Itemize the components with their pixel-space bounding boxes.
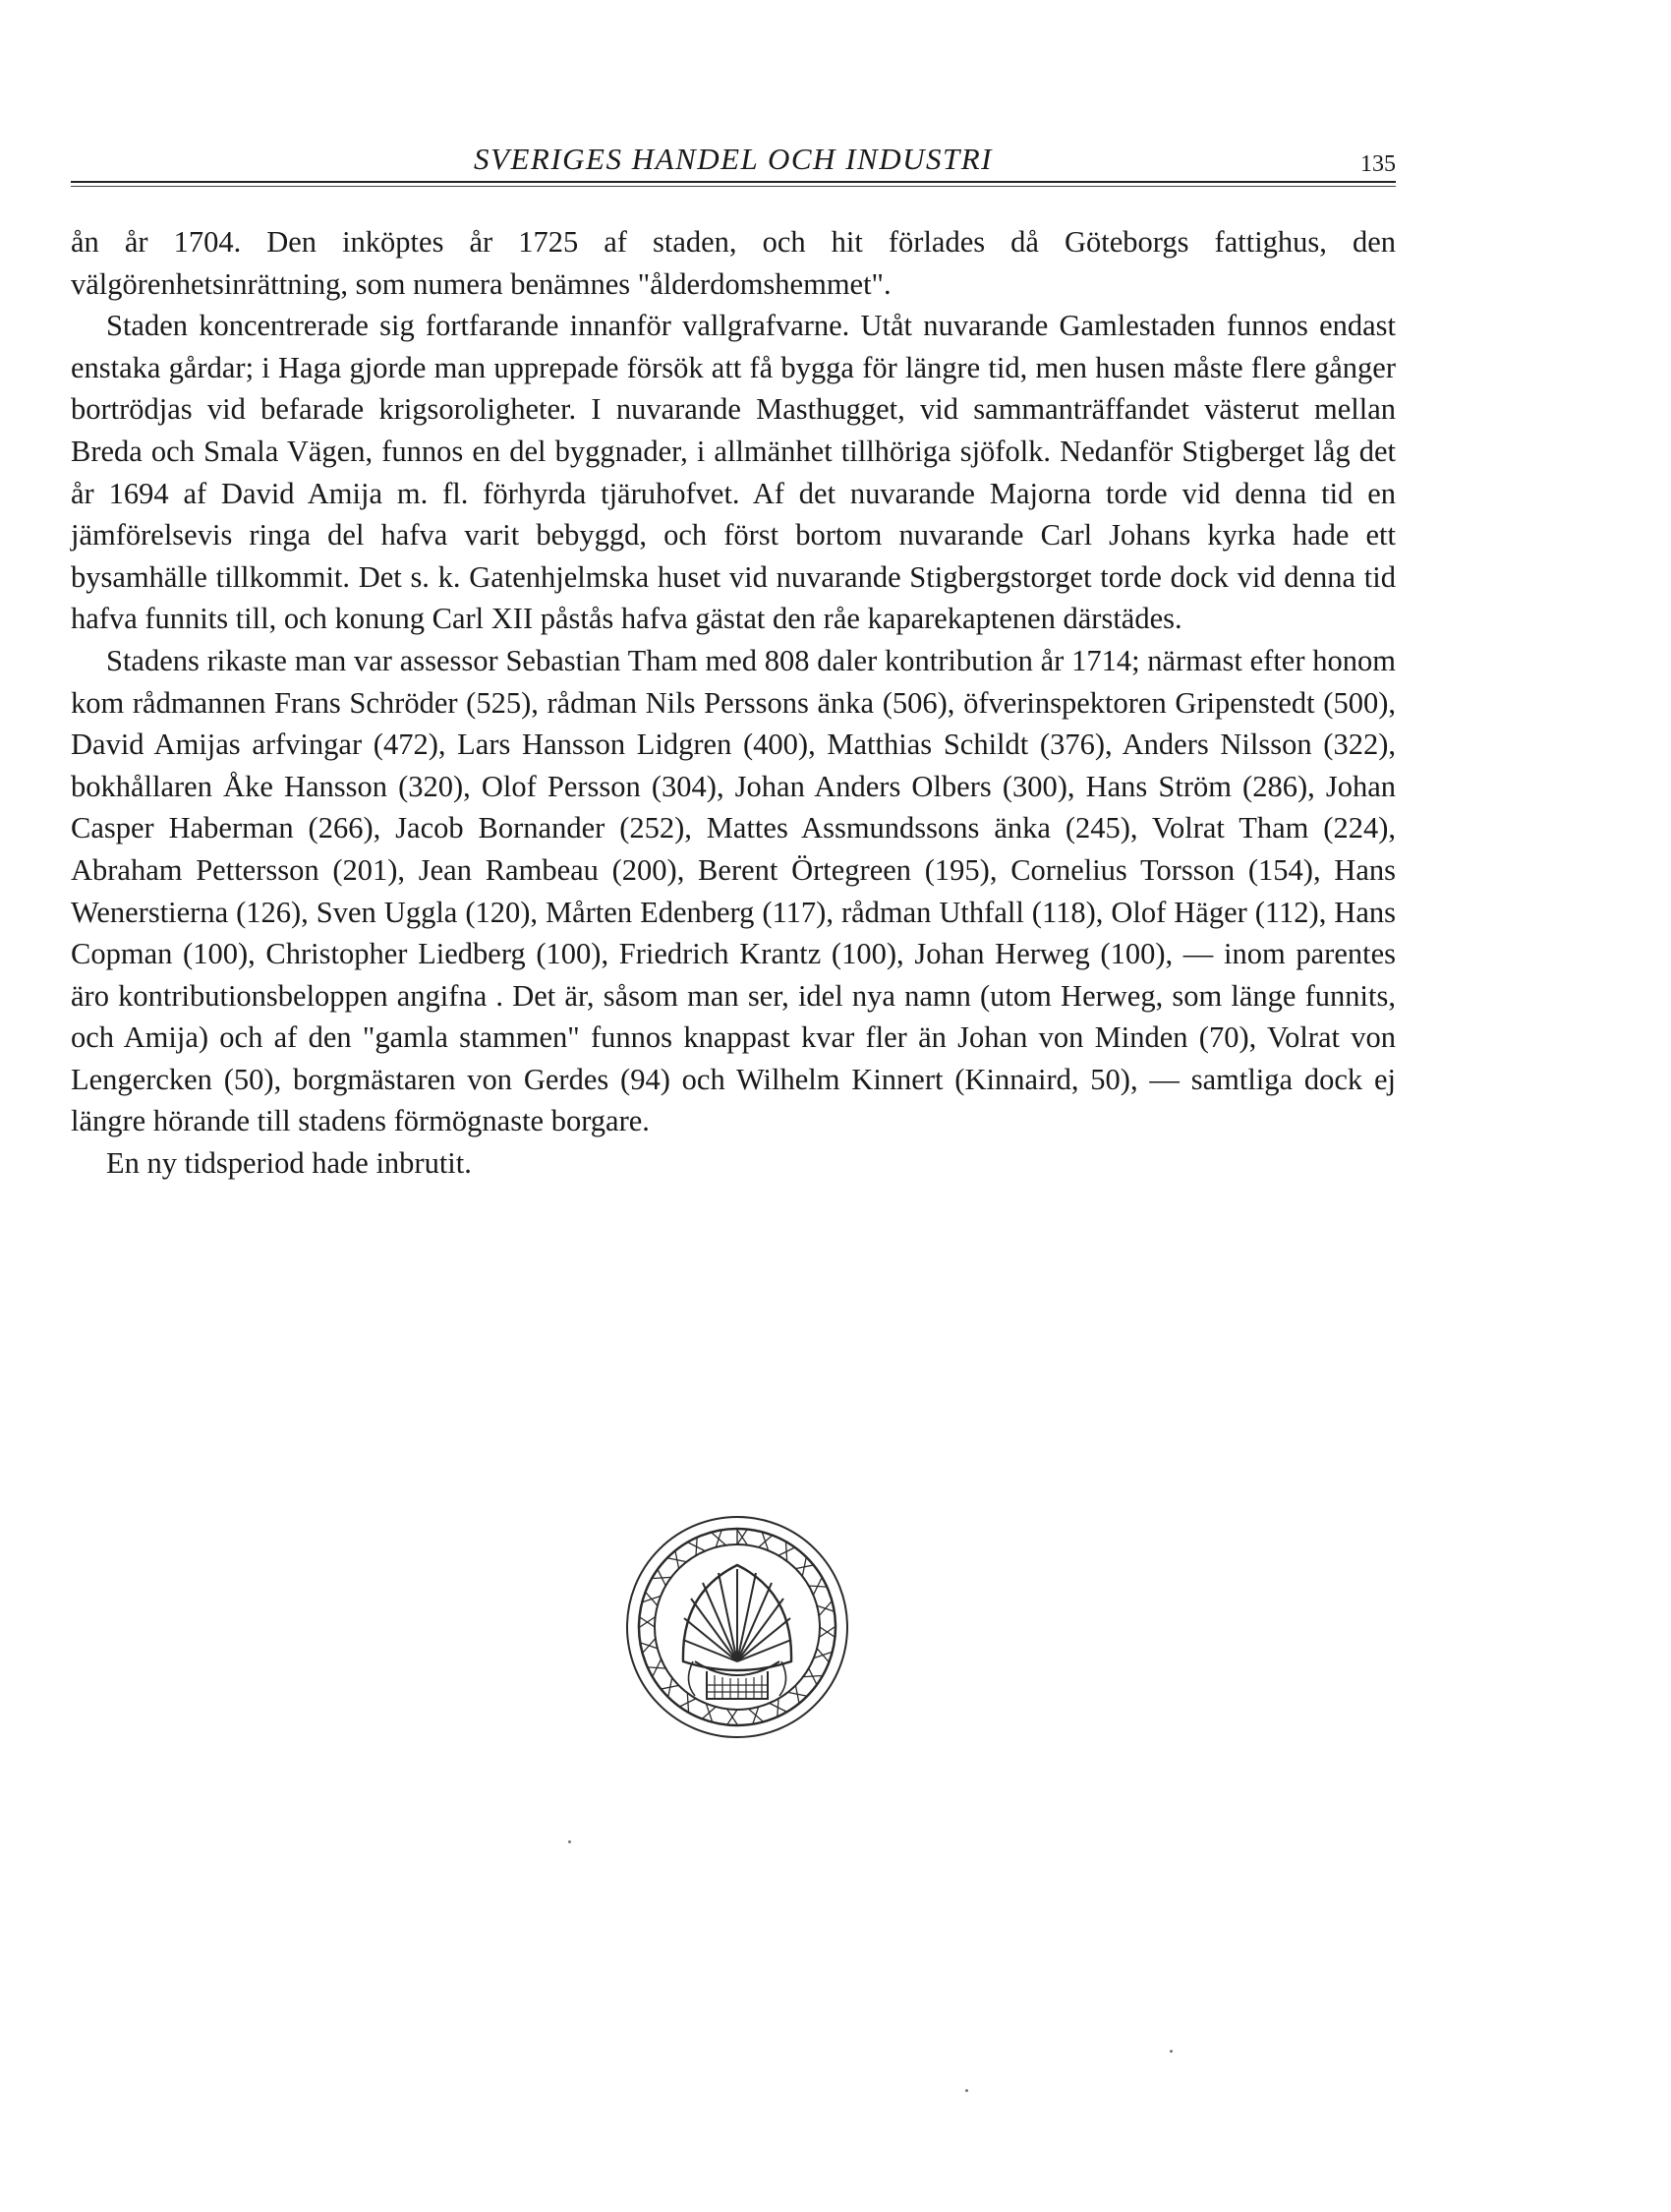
paragraph-1: ån år 1704. Den inköptes år 1725 af staden, och hit förlades då Göteborgs fattighus, den välgörenhetsinrättning, som numera benämnes "ålderdomshemmet". xyxy=(71,225,1396,301)
paragraph-3: Stadens rikaste man var assessor Sebastian Tham med 808 daler kontribution år 1714; närmast efter honom kom rådmannen Frans Schröder (525), rådman Nils Perssons änka (506), öfverinspektoren Gripenstedt (500), David Amijas arfvingar (472), Lars Hansson Lidgren (400), Matthias Schildt (376), Anders Nilsson (322), bokhållaren Åke Hansson (320), Olof Persson (304), Johan Anders Olbers (300), Hans Ström (286), Johan Casper Haberman (266), Jacob Bornander (252), Mattes Assmundssons änka (245), Volrat Tham (224), Abraham Pettersson (201), Jean Rambeau (200), Berent Örtegreen (195), Cornelius Torsson (154), Hans Wenerstierna (126), Sven Uggla (120), Mårten Edenberg (117), rådman Uthfall (118), Olof Häger (112), Hans Copman (100), Christopher Liedberg (100), Friedrich Krantz (100), Johan Herweg (100), — inom parentes äro kontributionsbeloppen angifna . Det är, såsom man ser, idel nya namn (utom Herweg, som länge funnits, och Amija) och af den "gamla stammen" funnos knappast kvar fler än Johan von Minden (70), Volrat von Lengercken (50), borgmästaren von Gerdes (94) och Wilhelm Kinnert (Kinnaird, 50), — samtliga dock ej längre hörande till stadens förmögnaste borgare. xyxy=(71,643,1396,1138)
scallop-shell-medallion-icon xyxy=(624,1514,850,1740)
body-text xyxy=(71,221,1396,1185)
print-speck xyxy=(568,1840,571,1843)
page-number: 135 xyxy=(1360,151,1396,177)
print-speck xyxy=(965,2089,968,2092)
paragraph-2: Staden koncentrerade sig fortfarande innanför vallgrafvarne. Utåt nuvarande Gamlestaden funnos endast enstaka gårdar; i Haga gjorde man upprepade försök att få bygga för längre tid, men husen måste flere gånger bortrödjas vid befarade krigsoroligheter. I nuvarande Masthugget, vid sammanträffandet västerut mellan Breda och Smala Vägen, funnos en del byggnader, i allmänhet tillhöriga sjöfolk. Nedanför Stigberget låg det år 1694 af David Amija m. fl. förhyrda tjäruhofvet. Af det nuvarande Majorna torde vid denna tid en jämförelsevis ringa del hafva varit bebyggd, och först bortom nuvarande Carl Johans kyrka hade ett bysamhälle tillkommit. Det s. k. Gatenhjelmska huset vid nuvarande Stigbergstorget torde dock vid denna tid hafva funnits till, och konung Carl XII påstås hafva gästat den råe kaparekaptenen därstädes. xyxy=(71,309,1396,636)
running-title: SVERIGES HANDEL OCH INDUSTRI xyxy=(474,142,993,176)
header-rule xyxy=(71,181,1396,183)
print-speck xyxy=(1170,2050,1173,2053)
header-rule-thin xyxy=(71,186,1396,187)
paragraph-4: En ny tidsperiod hade inbrutit. xyxy=(106,1146,472,1181)
running-head xyxy=(71,136,1396,181)
